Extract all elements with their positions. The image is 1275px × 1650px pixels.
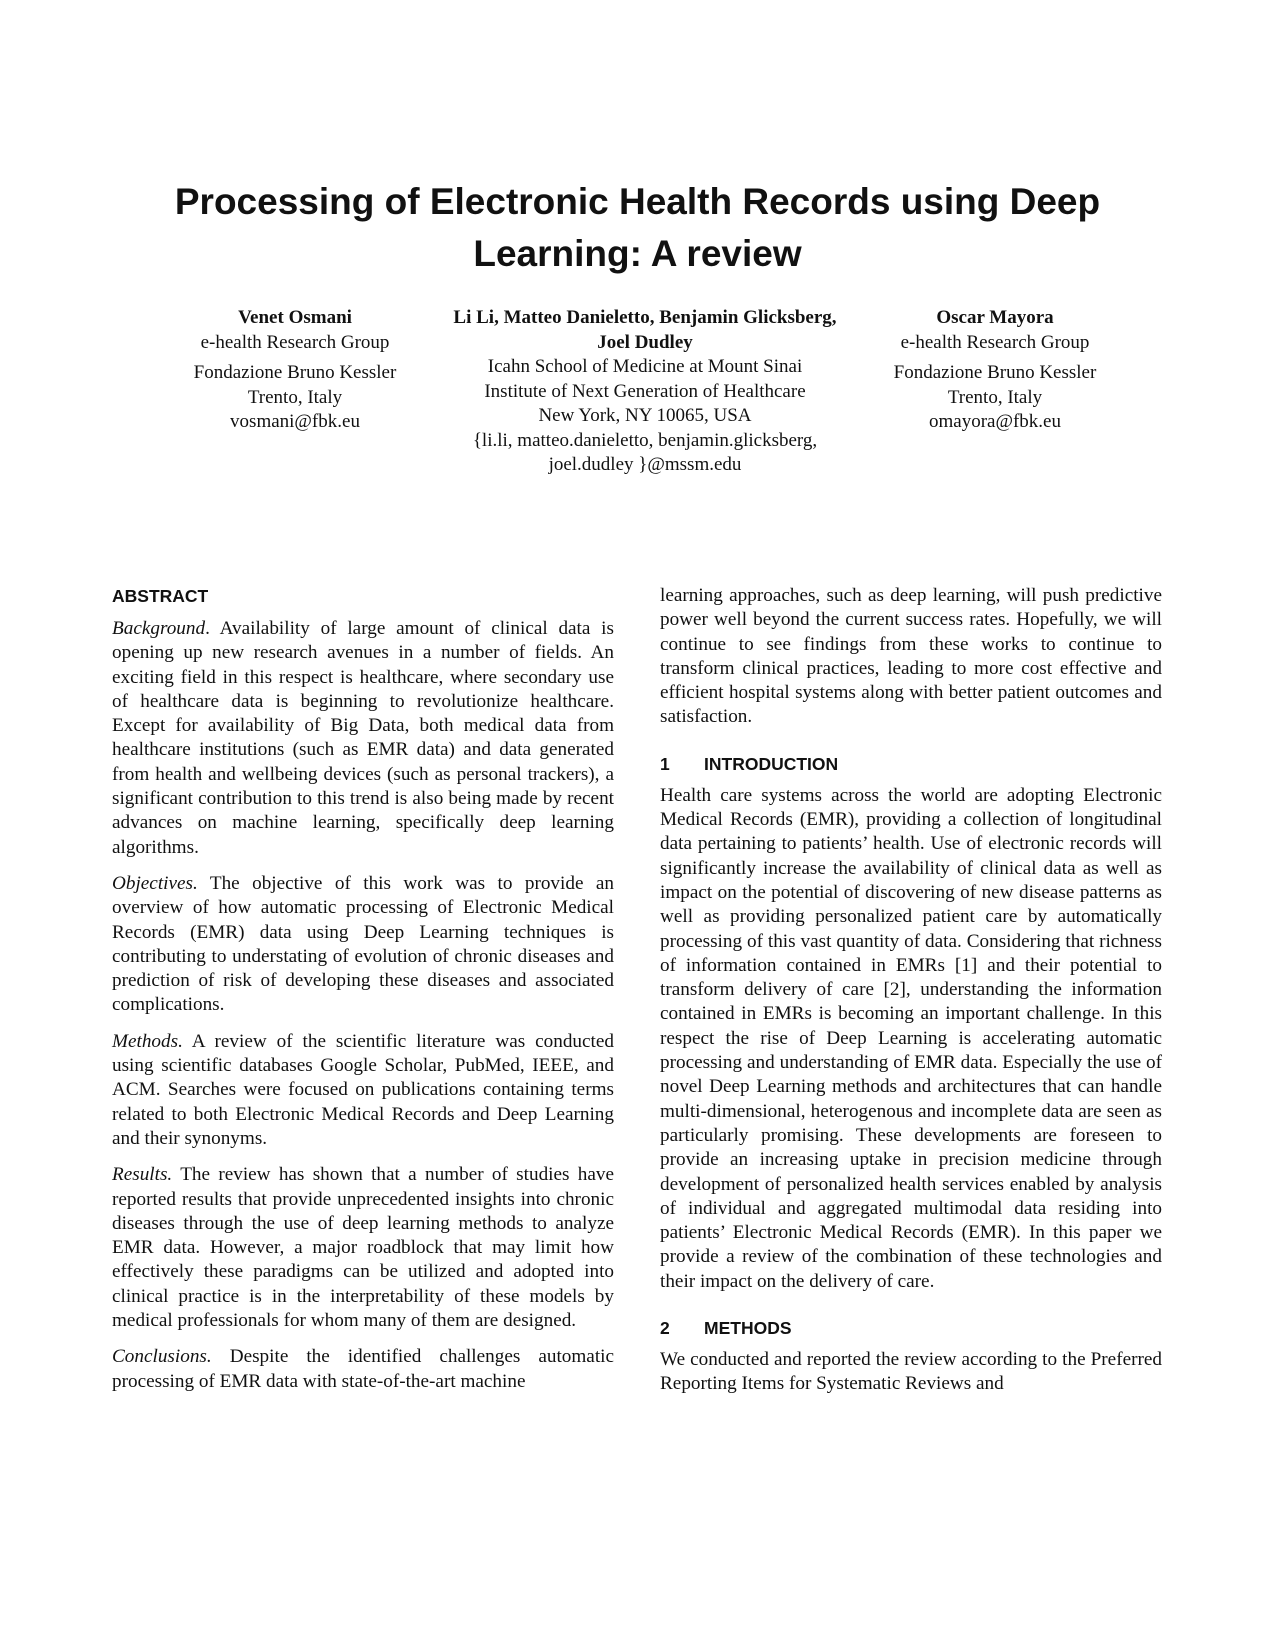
- author-location: New York, NY 10065, USA: [538, 405, 752, 426]
- abstract-text: The objective of this work was to provide an overview of how automatic processing of Electronic Medical Records (EMR) data using Deep Learning techniques is contributing to understating of evolution of chronic diseases and prediction of risk of developing these diseases and associated complications.: [112, 872, 615, 1016]
- abstract-objectives: [112, 872, 614, 1018]
- introduction-text: Health care systems across the world are adopting Electronic Medical Records (EMR), providing a collection of longitudinal data pertaining to patients’ health. Use of electronic records will significantly increase the availability of clinical data as well as impact on the potential of discovering of new disease patterns as well as providing personalized patient care by automatically processing of this vast quantity of data. Considering that richness of information contained in EMRs [1] and their potential to transform delivery of care [2], understanding the information contained in EMRs is becoming an important challenge. In this respect the rise of Deep Learning is accelerating automatic processing and understanding of EMR data. Especially the use of novel Deep Learning methods and architectures that can handle multi-dimensional, heterogenous and incomplete data are seen as particularly promising. These developments are foreseen to provide an increasing uptake in precision medicine through development of personalized health services enabled by analysis of individual and aggregated multimodal data residing into patients’ Electronic Medical Records (EMR). In this paper we provide a review of the combination of these technologies and their impact on the delivery of care.: [660, 784, 1162, 1292]
- abstract-lead-sep: [172, 1164, 180, 1185]
- abstract-background: [112, 617, 614, 860]
- author-affiliation-institution: Icahn School of Medicine at Mount Sinai: [487, 356, 803, 377]
- author-affiliation-group: e-health Research Group: [900, 331, 1090, 353]
- abstract-heading-text: ABSTRACT: [112, 586, 209, 606]
- author-mayora: [860, 306, 1130, 435]
- author-email: {li.li, matteo.danieletto, benjamin.glicksberg, joel.dudley }@mssm.edu: [472, 429, 818, 475]
- author-osmani: [160, 306, 430, 435]
- author-block: [0, 306, 1275, 536]
- author-location: Trento, Italy: [947, 386, 1043, 408]
- abstract-lead: Results.: [112, 1164, 173, 1186]
- abstract-lead: Conclusions.: [112, 1346, 212, 1368]
- abstract-lead: Objectives.: [112, 872, 198, 894]
- author-mount-sinai-group: [450, 306, 840, 478]
- abstract-conclusions: [112, 1345, 614, 1394]
- abstract-methods: [112, 1030, 614, 1151]
- abstract-text: A review of the scientific literature was conducted using scientific databases Google Scholar, PubMed, IEEE, and ACM. Searches were focused on publications containing terms related to both Electronic Medical Records and Deep Learning and their synonyms.: [112, 1030, 614, 1149]
- section-number: 1: [660, 753, 670, 774]
- author-name: Li Li, Matteo Danieletto, Benjamin Glicksberg, Joel Dudley: [453, 307, 837, 353]
- author-affiliation-institute: Institute of Next Generation of Healthcare: [484, 380, 806, 402]
- abstract-lead-sep: [183, 1031, 192, 1052]
- section-title: METHODS: [704, 1318, 792, 1339]
- abstract-heading: [112, 584, 614, 608]
- section-title: INTRODUCTION: [704, 753, 839, 774]
- abstract-text: Availability of large amount of clinical data is opening up new research avenues in a number of fields. An exciting field in this respect is healthcare, where secondary use of healthcare data is beginning to revolutionize healthcare. Except for availability of Big Data, both medical data from healthcare institutions (such as EMR data) and data generated from health and wellbeing devices (such as personal trackers), a significant contribution to this trend is also being made by recent advances on machine learning, specifically deep learning algorithms.: [112, 618, 614, 858]
- author-affiliation-institution: Fondazione Bruno Kessler: [193, 362, 397, 383]
- right-column: [660, 584, 1162, 1409]
- abstract-text: The review has shown that a number of studies have reported results that provide unprecedented insights into chronic diseases through the use of deep learning methods to analyze EMR data. However, a major roadblock that may limit how effectively these paradigms can be utilized and adopted into clinical practice is in the interpretability of these models by medical professionals for whom many of them are designed.: [112, 1164, 614, 1332]
- abstract-lead: Methods.: [112, 1030, 183, 1052]
- author-name: Venet Osmani: [238, 307, 352, 328]
- methods-text: We conducted and reported the review according to the Preferred Reporting Items for Systematic Reviews and: [660, 1349, 1162, 1395]
- author-email: vosmani@fbk.eu: [230, 411, 360, 432]
- abstract-lead: Background: [112, 618, 206, 639]
- left-column: [112, 584, 614, 1406]
- abstract-lead-sep: [212, 1346, 230, 1367]
- author-name: Oscar Mayora: [936, 307, 1054, 328]
- abstract-results: [112, 1163, 614, 1333]
- section-heading-introduction: [660, 752, 1162, 776]
- abstract-lead-sep: [198, 873, 210, 894]
- section-number: 2: [660, 1318, 670, 1339]
- paper-title: Processing of Electronic Health Records using Deep Learning: A review: [174, 181, 1101, 274]
- abstract-continuation: learning approaches, such as deep learning, will push predictive power well beyond the current success rates. Hopefully, we will continue to see findings from these works to continue to transform clinical practices, leading to more cost effective and efficient hospital systems along with better patient outcomes and satisfaction.: [660, 585, 1162, 728]
- section-heading-methods: [660, 1316, 1162, 1340]
- abstract-text: Despite the identified challenges automatic processing of EMR data with state-of-the-art machine: [112, 1346, 615, 1392]
- author-affiliation-group: e-health Research Group: [200, 331, 390, 353]
- abstract-lead-sep: .: [205, 618, 220, 639]
- author-location: Trento, Italy: [247, 386, 343, 408]
- author-affiliation-institution: Fondazione Bruno Kessler: [893, 362, 1097, 383]
- author-email: omayora@fbk.eu: [929, 411, 1061, 432]
